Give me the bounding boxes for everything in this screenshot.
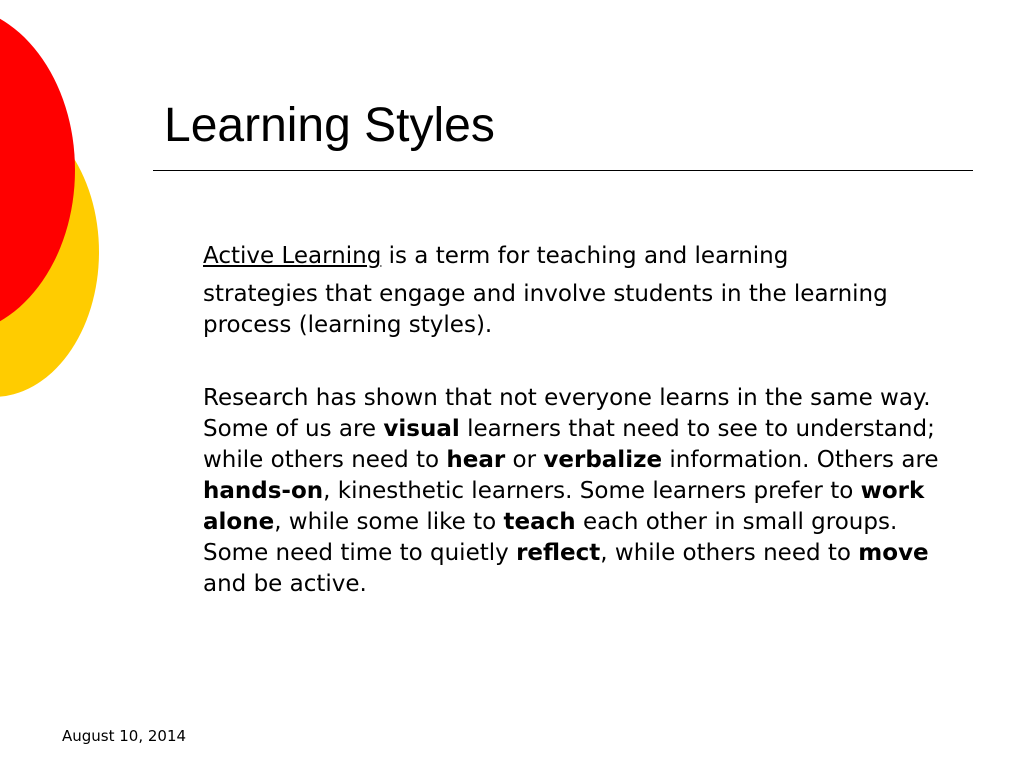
slide-title: Learning Styles (164, 99, 495, 152)
keyword-hands-on: hands-on (203, 478, 324, 504)
keyword-move: move (858, 540, 929, 566)
paragraph-text: Research has shown that not everyone learns in the same way. Some of us are (203, 385, 931, 442)
title-divider (153, 170, 973, 171)
keyword-hear: hear (446, 447, 506, 473)
active-learning-link[interactable]: Active Learning (203, 243, 382, 269)
paragraph-text: each other in small groups. Some need time to quietly (203, 509, 898, 566)
paragraph-text: information. Others are (662, 447, 939, 473)
paragraph-text: strategies that engage and involve students in the learning process (learning styles). (203, 281, 888, 338)
keyword-work-alone: work alone (203, 478, 925, 535)
paragraph-text: , while others need to (600, 540, 859, 566)
paragraph-active-learning (203, 241, 963, 341)
paragraph-text: , kinesthetic learners. Some learners prefer to (323, 478, 861, 504)
paragraph-text: , while some like to (274, 509, 504, 535)
paragraph-text: or (505, 447, 544, 473)
keyword-teach: teach (503, 509, 576, 535)
keyword-reflect: reflect (516, 540, 601, 566)
footer-date: August 10, 2014 (62, 727, 187, 745)
keyword-verbalize: verbalize (543, 447, 663, 473)
paragraph-first-line (203, 241, 963, 272)
paragraph-text: is a term for teaching and learning (381, 243, 789, 269)
paragraph-text: and be active. (203, 571, 367, 597)
paragraph-research (203, 383, 963, 600)
paragraph-text: learners that need to see to understand; while others need to (203, 416, 935, 473)
keyword-visual: visual (383, 416, 460, 442)
